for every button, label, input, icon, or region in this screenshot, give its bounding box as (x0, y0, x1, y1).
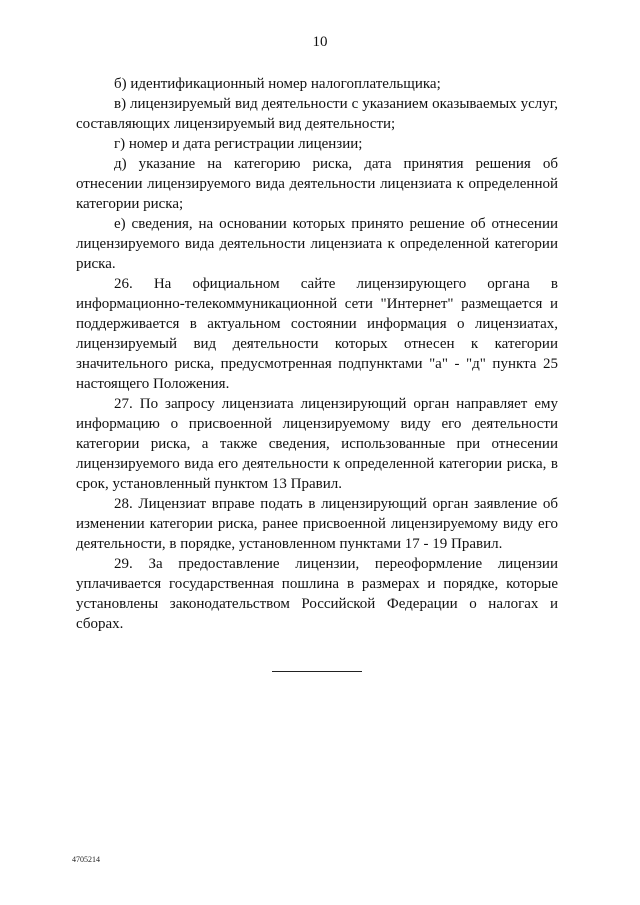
document-body (76, 74, 558, 634)
paragraph-27-request-info: 27. По запросу лицензиата лицензирующий орган направляет ему информацию о присвоенной лицензируемому виду его деятельности категории риска, а также сведения, использованные при отнесении лицензируемого вида его деятельности к определенной категории риска, в срок, установленный пунктом 13 Правил. (76, 396, 558, 492)
paragraph-g-license-number-date: г) номер и дата регистрации лицензии; (114, 136, 363, 152)
document-code: 4705214 (72, 855, 100, 864)
end-of-document-rule (272, 671, 362, 672)
paragraph-28-change-application: 28. Лицензиат вправе подать в лицензирующий орган заявление об изменении категории риска, ранее присвоенной лицензируемому виду его деятельности, в порядке, установленном пунктами 17 - 19 Правил. (76, 496, 558, 552)
paragraph-26-website-info: 26. На официальном сайте лицензирующего органа в информационно-телекоммуникационной сети "Интернет" размещается и поддерживается в актуальном состоянии информация о лицензиатах, лицензируемый вид деятельности которых отнесен к категории значительного риска, предусмотренная подпунктами "а" - "д" пункта 25 настоящего Положения. (76, 276, 558, 392)
paragraph-d-risk-category: д) указание на категорию риска, дата принятия решения об отнесении лицензируемого вида деятельности лицензиата к определенной категории риска; (76, 156, 558, 212)
paragraph-29-state-fee: 29. За предоставление лицензии, переоформление лицензии уплачивается государственная пошлина в размерах и порядке, которые установлены законодательством Российской Федерации о налогах и сборах. (76, 556, 558, 632)
paragraph-b-taxpayer-id: б) идентификационный номер налогоплательщика; (114, 76, 441, 92)
paragraph-v-licensed-activity: в) лицензируемый вид деятельности с указанием оказываемых услуг, составляющих лицензируемый вид деятельности; (76, 96, 558, 132)
paragraph-e-decision-info: е) сведения, на основании которых принято решение об отнесении лицензируемого вида деятельности лицензиата к определенной категории риска. (76, 216, 558, 272)
page-number: 10 (312, 34, 328, 50)
